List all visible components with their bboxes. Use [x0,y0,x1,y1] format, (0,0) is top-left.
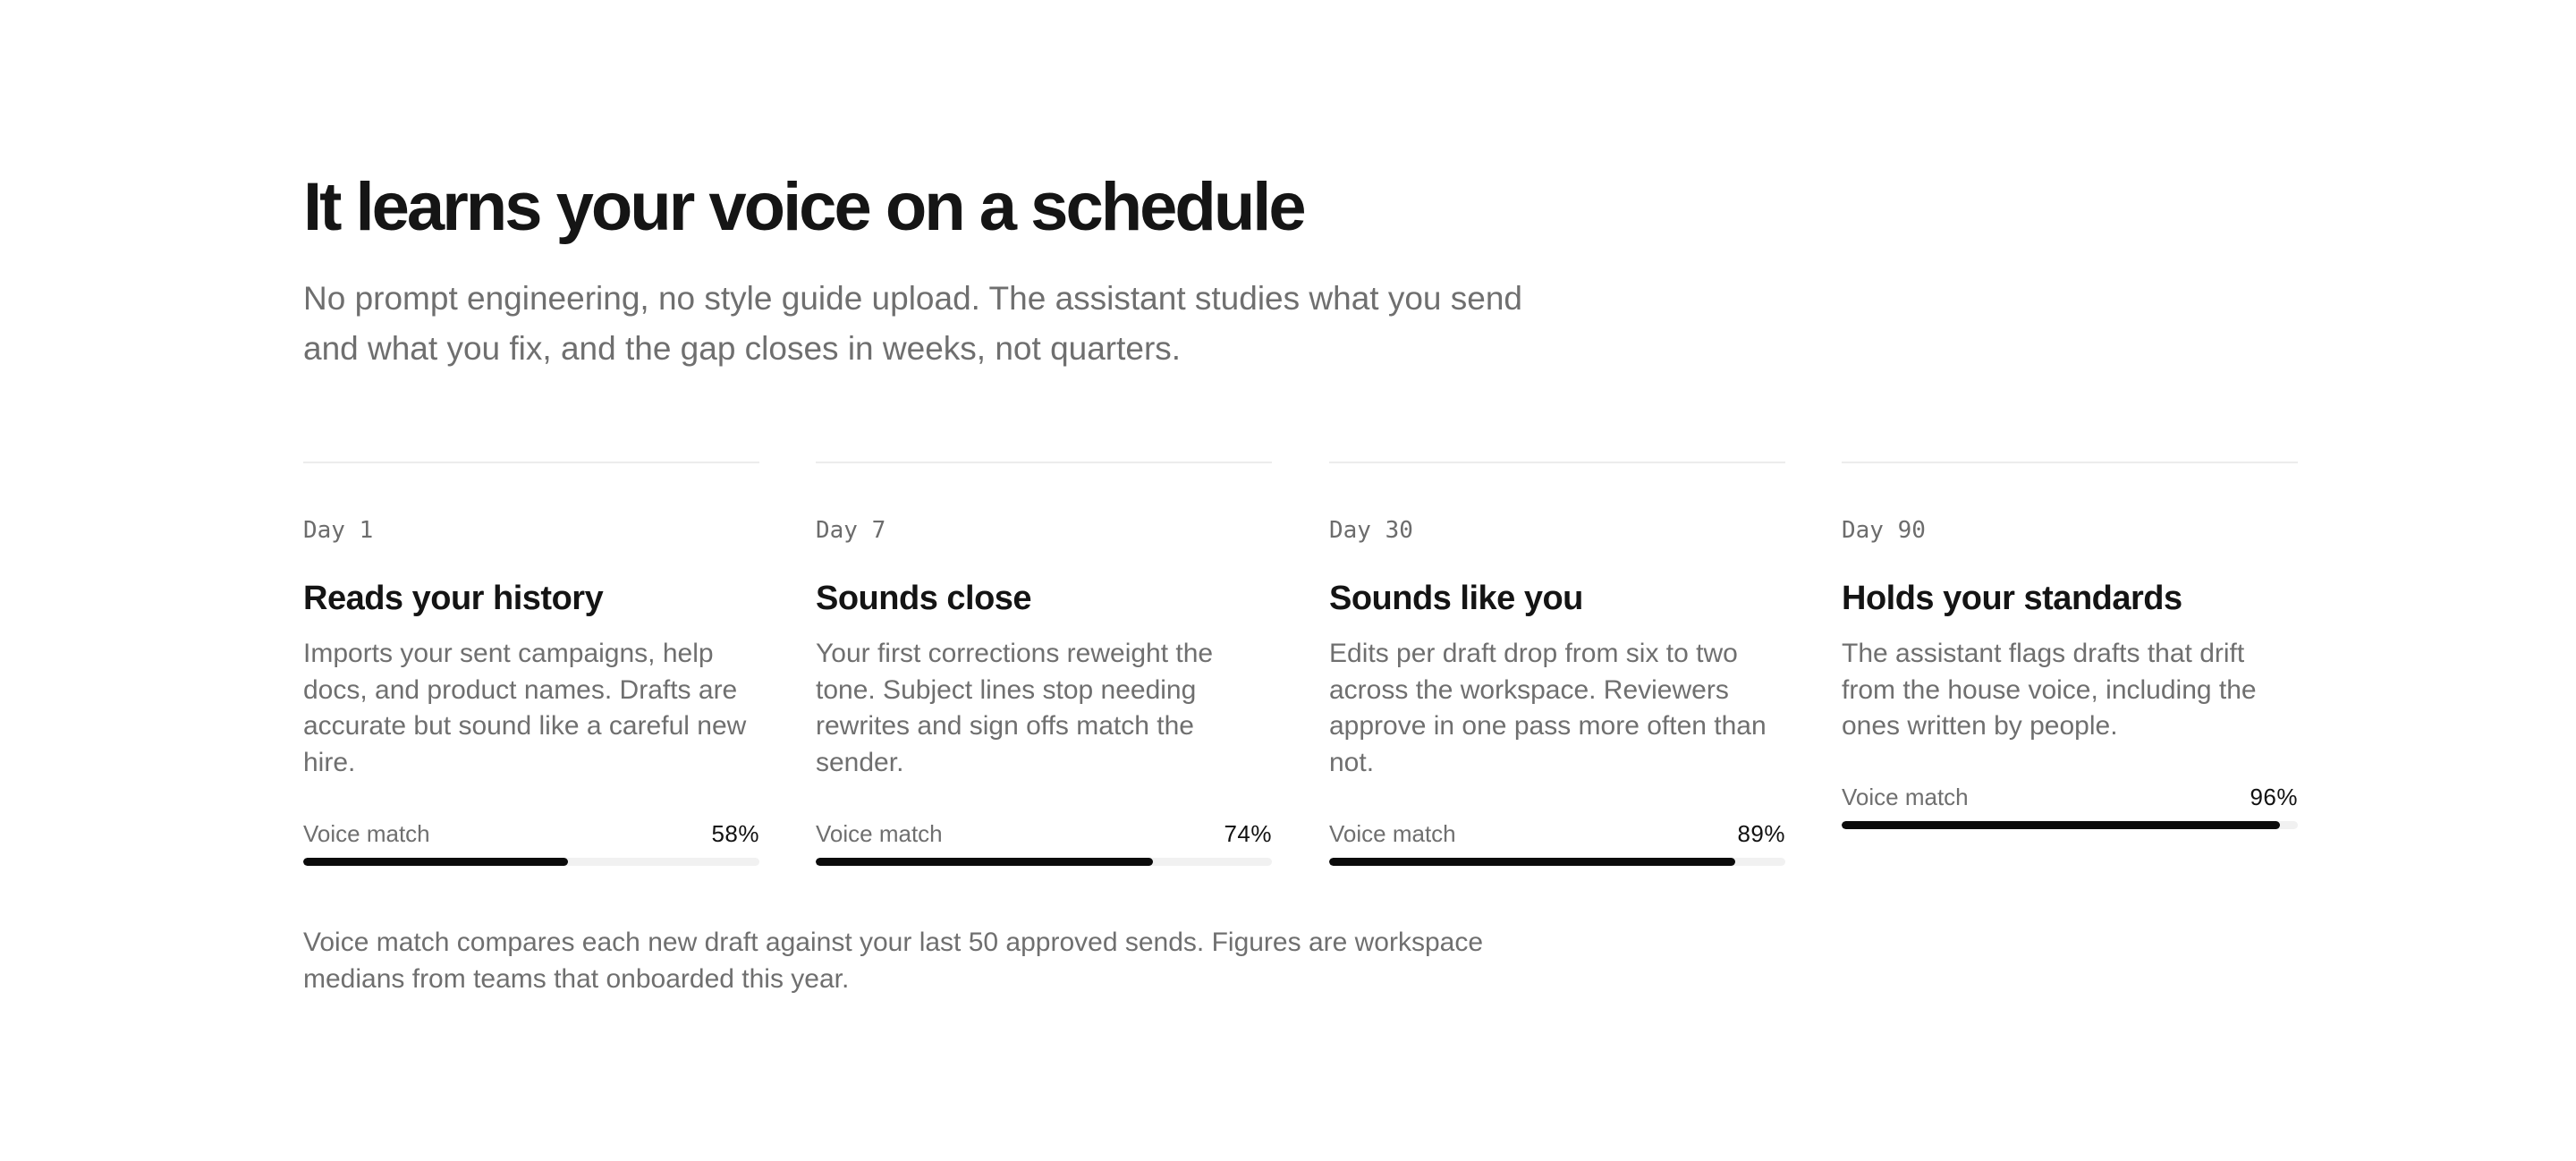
voice-match-meter [1329,818,1785,863]
step-day-30 [1329,462,1785,884]
step-description: The assistant flags drafts that drift from the house voice, including the ones written by people. [1842,639,2257,741]
meter-value: 74% [1224,820,1272,847]
meter-track [1842,821,2298,829]
meter-track [303,858,759,866]
meter-label: Voice match [303,820,430,847]
meter-label: Voice match [1842,784,1969,810]
section-lede: No prompt engineering, no style guide upload. The assistant studies what you send and what you fix, and the gap closes in weeks, not quarters. [303,280,1523,367]
step-title: Sounds close [816,580,1032,617]
step-day-label: Day 90 [1842,517,1926,544]
meter-fill [1329,858,1735,866]
meter-label: Voice match [816,820,943,847]
step-description: Edits per draft drop from six to two across the workspace. Reviewers approve in one pass more often than not. [1329,639,1767,777]
voice-match-meter [816,818,1272,863]
meter-value: 58% [711,820,759,847]
meter-fill [303,858,568,866]
voice-match-meter [303,818,759,863]
step-day-7 [816,462,1272,884]
step-description: Imports your sent campaigns, help docs, and product names. Drafts are accurate but sound like a careful new hire. [303,639,747,777]
step-day-90 [1842,462,2298,884]
step-day-1 [303,462,759,884]
step-title: Holds your standards [1842,580,2182,617]
meter-fill [1842,821,2280,829]
meter-track [1329,858,1785,866]
meter-value: 96% [2250,784,2298,810]
meter-value: 89% [1737,820,1785,847]
step-day-label: Day 7 [816,517,886,544]
step-title: Reads your history [303,580,604,617]
section-heading: It learns your voice on a schedule [303,169,1304,245]
meter-label: Voice match [1329,820,1456,847]
voice-match-meter [1842,782,2298,826]
step-description: Your first corrections reweight the tone. Subject lines stop needing rewrites and sign offs match the sender. [816,639,1214,777]
meter-fill [816,858,1153,866]
meter-track [816,858,1272,866]
step-day-label: Day 30 [1329,517,1413,544]
step-title: Sounds like you [1329,580,1583,617]
footnote: Voice match compares each new draft against your last 50 approved sends. Figures are workspace medians from teams that onboarded this year. [303,928,1484,994]
timeline-steps [303,462,2298,882]
step-day-label: Day 1 [303,517,374,544]
